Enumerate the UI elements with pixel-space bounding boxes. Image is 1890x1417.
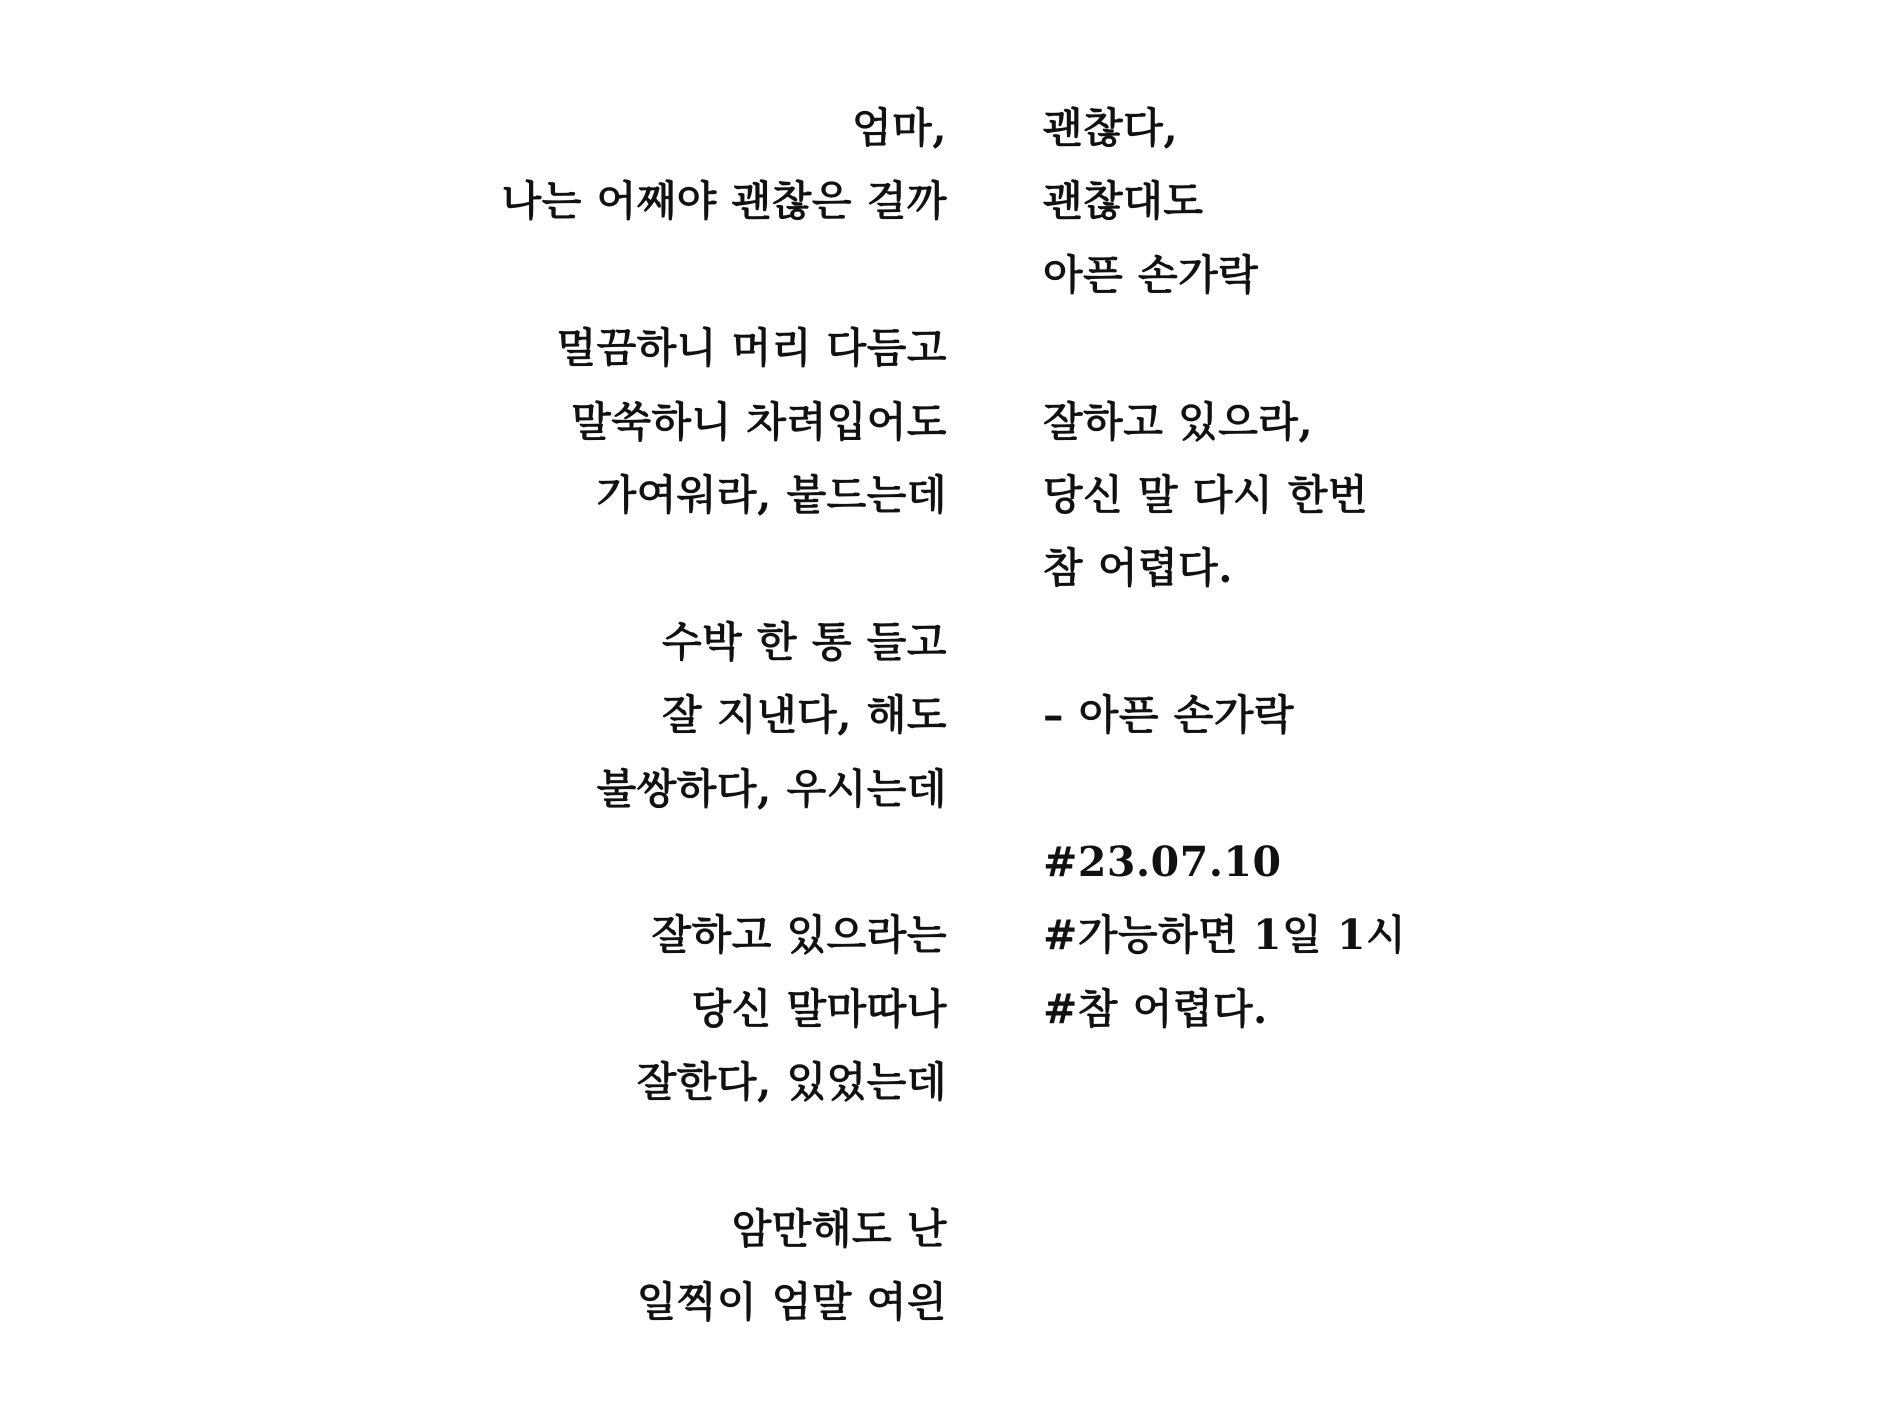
poem-line: 당신 말 다시 한번 <box>1043 470 1369 519</box>
poem-line: 잘 지낸다, 해도 <box>662 691 947 740</box>
stanza-break <box>347 239 947 312</box>
poem-line: 괜찮대도 <box>1043 177 1204 226</box>
poem-line: 당신 말마따나 <box>691 984 947 1033</box>
poem-line: 잘하고 있으라, <box>1043 397 1314 446</box>
poem-line: 참 어렵다. <box>1043 544 1233 593</box>
poem-line: 아픈 손가락 <box>1043 250 1259 299</box>
hashtag: #참 어렵다. <box>1043 984 1268 1033</box>
hashtag: #가능하면 1일 1시 <box>1043 911 1407 960</box>
poem-right-column <box>1043 92 1643 1046</box>
poem-left-column <box>347 92 947 1340</box>
poem-line: 나는 어째야 괜찮은 걸까 <box>501 177 947 226</box>
stanza-break <box>1043 753 1643 826</box>
poem-line: 멀끔하니 머리 다듬고 <box>556 324 947 373</box>
stanza-break <box>347 532 947 605</box>
stanza-break <box>1043 312 1643 385</box>
poem-line: 엄마, <box>852 104 947 152</box>
stanza-break <box>1043 606 1643 679</box>
stanza-break <box>347 1119 947 1192</box>
poem-line: 잘하고 있으라는 <box>651 911 947 960</box>
poem-line: 일찍이 엄말 여읜 <box>636 1278 947 1327</box>
poem-line: 불쌍하다, 우시는데 <box>596 764 947 813</box>
poem-line: 암만해도 난 <box>731 1204 947 1253</box>
poem-title-attribution: – 아픈 손가락 <box>1043 691 1295 740</box>
hashtag-date: #23.07.10 <box>1043 837 1282 886</box>
poem-line: 괜찮다, <box>1043 104 1179 152</box>
poem-line: 수박 한 통 들고 <box>662 617 947 666</box>
poem-line: 잘한다, 있었는데 <box>636 1058 947 1107</box>
stanza-break <box>347 826 947 899</box>
poem-line: 말쑥하니 차려입어도 <box>571 397 947 446</box>
poem-line: 가여워라, 붙드는데 <box>596 470 947 519</box>
